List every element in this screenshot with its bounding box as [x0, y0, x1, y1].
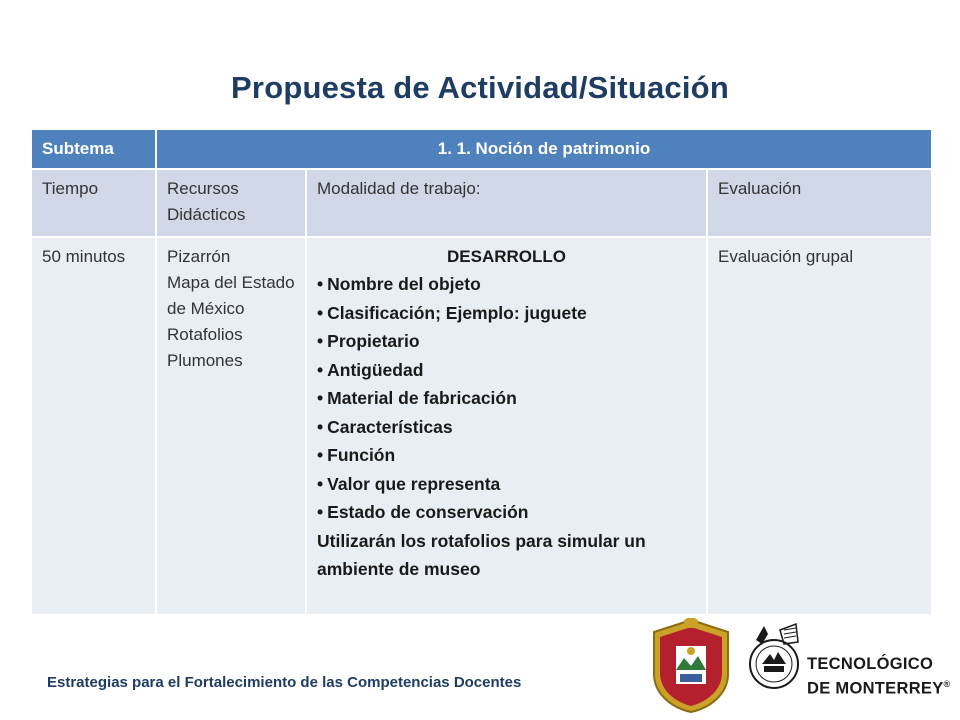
column-label-time: Tiempo: [31, 169, 156, 237]
development-item: • Función: [317, 441, 696, 470]
evaluation-cell: Evaluación grupal: [707, 237, 932, 615]
resource-item: Mapa del Estado de México: [167, 273, 295, 318]
development-item: • Clasificación; Ejemplo: juguete: [317, 299, 696, 328]
slide-title: Propuesta de Actividad/Situación: [231, 70, 729, 105]
footer-text: Estrategias para el Fortalecimiento de las Competencias Docentes: [47, 674, 522, 691]
subtopic-value: 1. 1. Noción de patrimonio: [156, 129, 932, 169]
development-item: • Antigüedad: [317, 356, 696, 385]
time-cell: 50 minutos: [31, 237, 156, 615]
development-item: • Nombre del objeto: [317, 270, 696, 299]
development-item: • Características: [317, 413, 696, 442]
state-seal-logo: [648, 618, 734, 714]
resource-item: Rotafolios: [167, 325, 243, 344]
column-label-evaluation: Evaluación: [707, 169, 932, 237]
column-labels-row: [31, 169, 932, 237]
development-item: • Estado de conservación: [317, 498, 696, 527]
development-cell: [306, 237, 707, 615]
development-item: • Valor que representa: [317, 470, 696, 499]
development-note: Utilizarán los rotafolios para simular un ambiente de museo: [317, 530, 646, 579]
activity-table: [30, 128, 933, 616]
table-header-row: [31, 129, 932, 169]
development-heading: DESARROLLO: [447, 247, 566, 266]
resource-item: Plumones: [167, 351, 243, 370]
tec-name-line1: TECNOLÓGICO: [807, 655, 934, 673]
column-label-resources: Recursos Didácticos: [156, 169, 306, 237]
subtopic-label: Subtema: [31, 129, 156, 169]
development-item: • Propietario: [317, 327, 696, 356]
column-label-modality: Modalidad de trabajo:: [306, 169, 707, 237]
content-row: [31, 237, 932, 615]
registered-mark: ®: [943, 679, 951, 689]
resources-cell: [156, 237, 306, 615]
development-item: • Material de fabricación: [317, 384, 696, 413]
development-list: [317, 270, 696, 527]
tec-wordmark: [807, 654, 950, 699]
resource-item: Pizarrón: [167, 247, 231, 266]
tec-emblem-logo: [744, 620, 804, 692]
tec-name-line2: DE MONTERREY: [807, 679, 944, 698]
